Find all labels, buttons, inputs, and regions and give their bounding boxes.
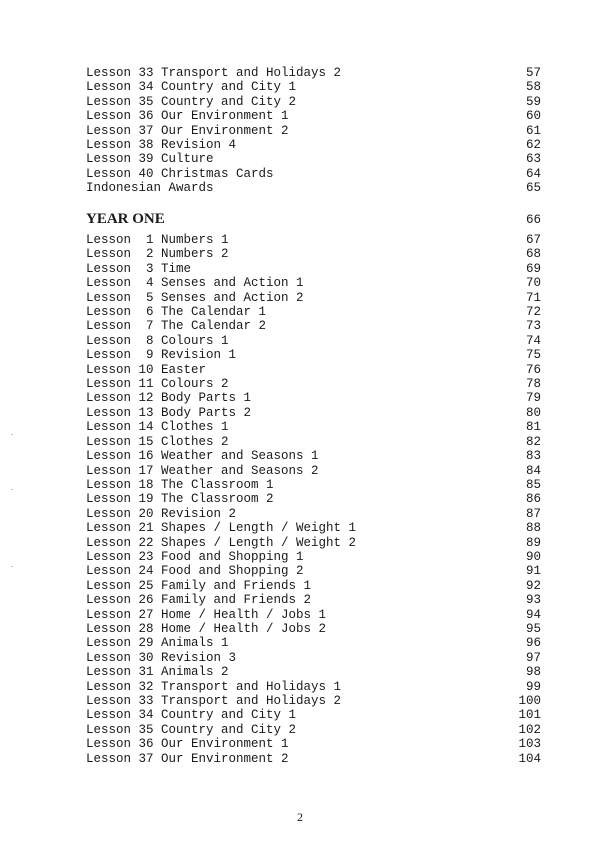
toc-entry-page: 97 bbox=[525, 650, 541, 665]
toc-entry bbox=[86, 247, 541, 261]
toc-entry-page: 99 bbox=[525, 679, 541, 694]
toc-entry bbox=[86, 564, 541, 578]
toc-entry-title: Lesson 20 Revision 2 bbox=[86, 506, 237, 521]
toc-entry bbox=[86, 680, 541, 694]
toc-entry bbox=[86, 492, 541, 506]
toc-entry-page: 71 bbox=[525, 290, 541, 305]
toc-entry-page: 57 bbox=[525, 66, 541, 80]
toc-entry bbox=[86, 435, 541, 449]
toc-entry bbox=[86, 319, 541, 333]
section-heading: YEAR ONE bbox=[86, 211, 165, 227]
toc-entry bbox=[86, 109, 541, 123]
toc-entry-page: 67 bbox=[525, 233, 541, 247]
toc-entry bbox=[86, 262, 541, 276]
toc-entry bbox=[86, 363, 541, 377]
toc-entry bbox=[86, 420, 541, 434]
toc-entry-page: 81 bbox=[525, 420, 541, 435]
toc-entry bbox=[86, 507, 541, 521]
toc-entry-title: Lesson 36 Our Environment 1 bbox=[86, 109, 289, 124]
toc-entry bbox=[86, 521, 541, 535]
toc-entry-title: Lesson 26 Family and Friends 2 bbox=[86, 593, 312, 608]
toc-entry bbox=[86, 694, 541, 708]
toc-entry bbox=[86, 449, 541, 463]
toc-entry bbox=[86, 95, 541, 109]
toc-entry bbox=[86, 550, 541, 564]
toc-entry-page: 83 bbox=[525, 449, 541, 464]
toc-entry bbox=[86, 80, 541, 94]
toc-entry-title: Lesson 35 Country and City 2 bbox=[86, 94, 297, 109]
toc-entry-title: Lesson 31 Animals 2 bbox=[86, 665, 229, 680]
toc-entry-page: 104 bbox=[518, 751, 541, 766]
toc-entry bbox=[86, 593, 541, 607]
toc-entry-title: Lesson 34 Country and City 1 bbox=[86, 80, 297, 95]
toc-entry-page: 89 bbox=[525, 535, 541, 550]
toc-entry bbox=[86, 478, 541, 492]
toc-entry-title: Lesson 32 Transport and Holidays 1 bbox=[86, 679, 342, 694]
toc-list bbox=[86, 66, 541, 196]
toc-entry-title: Lesson 17 Weather and Seasons 2 bbox=[86, 463, 319, 478]
toc-entry-title: Lesson 28 Home / Health / Jobs 2 bbox=[86, 621, 327, 636]
toc-entry bbox=[86, 665, 541, 679]
toc-entry-title: Lesson 18 The Classroom 1 bbox=[86, 477, 274, 492]
toc-entry bbox=[86, 391, 541, 405]
toc-entry bbox=[86, 622, 541, 636]
toc-entry-title: Lesson 12 Body Parts 1 bbox=[86, 391, 252, 406]
toc-entry bbox=[86, 651, 541, 665]
toc-entry-page: 63 bbox=[525, 152, 541, 167]
toc-entry-page: 98 bbox=[525, 665, 541, 680]
toc-entry-page: 88 bbox=[525, 521, 541, 536]
toc-entry bbox=[86, 152, 541, 166]
toc-entry-title: Lesson 36 Our Environment 1 bbox=[86, 737, 289, 752]
toc-entry-page: 86 bbox=[525, 492, 541, 507]
toc-entry-page: 90 bbox=[525, 549, 541, 564]
toc-entry-title: Lesson 11 Colours 2 bbox=[86, 377, 229, 392]
toc-entry bbox=[86, 66, 541, 80]
toc-entry-title: Lesson 33 Transport and Holidays 2 bbox=[86, 694, 342, 708]
section-heading-page: 66 bbox=[525, 213, 541, 227]
toc-entry-page: 82 bbox=[525, 434, 541, 449]
toc-entry-title: Lesson 39 Culture bbox=[86, 152, 214, 167]
toc-entry bbox=[86, 536, 541, 550]
toc-entry bbox=[86, 608, 541, 622]
toc-entry-page: 84 bbox=[525, 463, 541, 478]
toc-entry-page: 79 bbox=[525, 391, 541, 406]
toc-entry bbox=[86, 276, 541, 290]
toc-entry-title: Lesson 34 Country and City 1 bbox=[86, 708, 297, 723]
toc-entry-page: 101 bbox=[518, 708, 541, 723]
toc-entry-title: Lesson 40 Christmas Cards bbox=[86, 166, 274, 181]
toc-entry-page: 93 bbox=[525, 593, 541, 608]
toc-entry bbox=[86, 377, 541, 391]
toc-entry-title: Indonesian Awards bbox=[86, 181, 214, 196]
toc-entry-page: 69 bbox=[525, 261, 541, 276]
toc-entry-title: Lesson 5 Senses and Action 2 bbox=[86, 290, 304, 305]
toc-entry bbox=[86, 138, 541, 152]
toc-entry-title: Lesson 16 Weather and Seasons 1 bbox=[86, 449, 319, 464]
toc-entry bbox=[86, 181, 541, 195]
toc-entry-page: 59 bbox=[525, 94, 541, 109]
toc-entry-page: 60 bbox=[525, 109, 541, 124]
toc-entry-title: Lesson 30 Revision 3 bbox=[86, 650, 237, 665]
toc-section-continued bbox=[86, 66, 541, 196]
toc-entry-title: Lesson 13 Body Parts 2 bbox=[86, 405, 252, 420]
toc-entry-title: Lesson 35 Country and City 2 bbox=[86, 722, 297, 737]
toc-entry-title: Lesson 38 Revision 4 bbox=[86, 138, 237, 153]
toc-entry bbox=[86, 737, 541, 751]
toc-entry-page: 75 bbox=[525, 348, 541, 363]
toc-entry-page: 73 bbox=[525, 319, 541, 334]
toc-entry-title: Lesson 8 Colours 1 bbox=[86, 333, 229, 348]
toc-entry-page: 96 bbox=[525, 636, 541, 651]
toc-entry-page: 72 bbox=[525, 305, 541, 320]
toc-entry-page: 74 bbox=[525, 333, 541, 348]
toc-entry bbox=[86, 291, 541, 305]
toc-entry bbox=[86, 708, 541, 722]
toc-entry bbox=[86, 464, 541, 478]
toc-entry-page: 91 bbox=[525, 564, 541, 579]
toc-entry-title: Lesson 6 The Calendar 1 bbox=[86, 305, 267, 320]
toc-entry-title: Lesson 27 Home / Health / Jobs 1 bbox=[86, 607, 327, 622]
toc-entry-title: Lesson 19 The Classroom 2 bbox=[86, 492, 274, 507]
toc-entry-page: 61 bbox=[525, 123, 541, 138]
scan-speck bbox=[11, 489, 13, 490]
toc-entry-title: Lesson 3 Time bbox=[86, 261, 192, 276]
toc-list bbox=[86, 233, 541, 766]
toc-entry-title: Lesson 37 Our Environment 2 bbox=[86, 751, 289, 766]
toc-entry bbox=[86, 348, 541, 362]
toc-section-year-one bbox=[86, 211, 541, 766]
toc-entry-title: Lesson 9 Revision 1 bbox=[86, 348, 237, 363]
toc-entry-title: Lesson 14 Clothes 1 bbox=[86, 420, 229, 435]
page-number: 2 bbox=[297, 810, 303, 824]
toc-entry-title: Lesson 7 The Calendar 2 bbox=[86, 319, 267, 334]
toc-entry-title: Lesson 25 Family and Friends 1 bbox=[86, 578, 312, 593]
toc-entry-title: Lesson 2 Numbers 2 bbox=[86, 247, 229, 262]
toc-entry-page: 76 bbox=[525, 362, 541, 377]
toc-entry-title: Lesson 1 Numbers 1 bbox=[86, 233, 229, 247]
toc-entry-page: 58 bbox=[525, 80, 541, 95]
toc-entry bbox=[86, 723, 541, 737]
toc-entry-title: Lesson 23 Food and Shopping 1 bbox=[86, 549, 304, 564]
toc-entry-page: 62 bbox=[525, 138, 541, 153]
toc-entry-page: 87 bbox=[525, 506, 541, 521]
toc-entry-page: 102 bbox=[518, 722, 541, 737]
toc-entry bbox=[86, 636, 541, 650]
toc-entry-page: 80 bbox=[525, 405, 541, 420]
scan-speck bbox=[11, 566, 13, 567]
toc-entry-title: Lesson 15 Clothes 2 bbox=[86, 434, 229, 449]
toc-entry-title: Lesson 29 Animals 1 bbox=[86, 636, 229, 651]
toc-entry bbox=[86, 406, 541, 420]
scan-speck bbox=[11, 434, 13, 435]
section-heading-row bbox=[86, 211, 541, 231]
toc-entry-page: 64 bbox=[525, 166, 541, 181]
toc-entry bbox=[86, 167, 541, 181]
toc-entry-page: 78 bbox=[525, 377, 541, 392]
toc-entry bbox=[86, 233, 541, 247]
toc-entry-title: Lesson 4 Senses and Action 1 bbox=[86, 276, 304, 291]
toc-entry-title: Lesson 37 Our Environment 2 bbox=[86, 123, 289, 138]
toc-entry bbox=[86, 124, 541, 138]
toc-entry-page: 94 bbox=[525, 607, 541, 622]
toc-entry-title: Lesson 22 Shapes / Length / Weight 2 bbox=[86, 535, 357, 550]
toc-entry-page: 95 bbox=[525, 621, 541, 636]
toc-entry-title: Lesson 24 Food and Shopping 2 bbox=[86, 564, 304, 579]
toc-entry-page: 100 bbox=[518, 694, 541, 708]
toc-entry-page: 65 bbox=[525, 181, 541, 196]
toc-entry-page: 92 bbox=[525, 578, 541, 593]
toc-entry-page: 85 bbox=[525, 477, 541, 492]
toc-entry-title: Lesson 10 Easter bbox=[86, 362, 207, 377]
toc-entry-title: Lesson 33 Transport and Holidays 2 bbox=[86, 66, 342, 80]
toc-entry-page: 70 bbox=[525, 276, 541, 291]
toc-entry bbox=[86, 579, 541, 593]
toc-entry-page: 68 bbox=[525, 247, 541, 262]
toc-entry bbox=[86, 752, 541, 766]
toc-entry-title: Lesson 21 Shapes / Length / Weight 1 bbox=[86, 521, 357, 536]
toc-entry bbox=[86, 334, 541, 348]
toc-entry bbox=[86, 305, 541, 319]
toc-entry-page: 103 bbox=[518, 737, 541, 752]
